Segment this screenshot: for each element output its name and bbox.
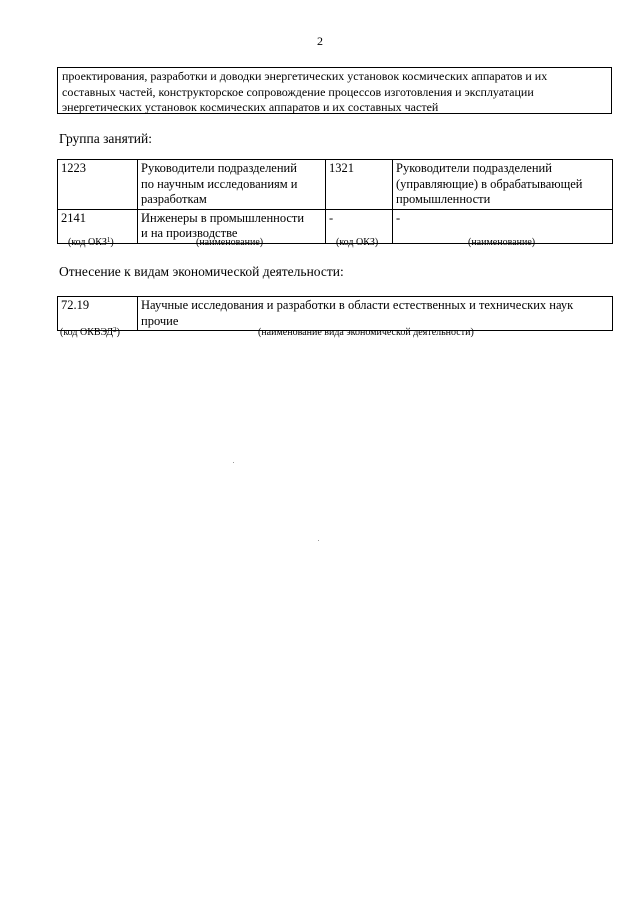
page-number: 2 — [317, 34, 323, 48]
scan-speck — [318, 540, 319, 541]
purpose-text-box — [57, 67, 612, 114]
name-line: прочие — [141, 313, 179, 328]
okved-code-cell: 72.19 — [58, 297, 138, 331]
okz-code-cell: 1223 — [58, 160, 138, 210]
name-caption: (наименование) — [196, 237, 264, 248]
name-line: разработкам — [141, 192, 207, 206]
economic-activities-heading: Отнесение к видам экономической деятельности: — [59, 264, 344, 279]
okved-code-caption — [60, 327, 120, 338]
name-line: Инженеры в промышленности — [141, 210, 305, 225]
okz-name-cell — [138, 160, 326, 210]
name-line: (управляющие) в обрабатывающей — [396, 176, 583, 191]
name-line: Научные исследования и разработки в области естественных и технических наук — [141, 298, 574, 312]
name-line: Руководители подразделений — [141, 161, 297, 175]
caption-text: ) — [110, 237, 114, 248]
purpose-line: проектирования, разработки и доводки энергетических установок космических аппаратов и их — [62, 69, 548, 83]
okz-code-cell: - — [326, 209, 393, 243]
name-line: Руководители подразделений — [396, 161, 552, 175]
economic-activities-table — [57, 296, 613, 331]
okz-code-cell: 1321 — [326, 160, 393, 210]
okz-code-cell: 2141 — [58, 209, 138, 243]
scan-speck — [233, 462, 234, 463]
table-row — [58, 297, 613, 331]
purpose-line: составных частей, конструкторское сопровождение процессов изготовления и эксплуатации — [62, 84, 534, 99]
okved-name-cell — [138, 297, 613, 331]
caption-text: ) — [116, 327, 120, 338]
name-line: промышленности — [396, 192, 491, 206]
footnote-mark: 2 — [113, 326, 117, 334]
caption-text: (код ОКВЭД — [60, 327, 114, 338]
footnote-mark: 1 — [106, 236, 111, 244]
name-line: и на производстве — [141, 226, 238, 240]
name-line: - — [396, 210, 401, 225]
table-row — [58, 160, 613, 210]
name-line: по научным исследованиям и — [141, 176, 298, 191]
occupation-groups-heading: Группа занятий: — [59, 131, 152, 146]
okz-code-caption-2: (код ОКЗ) — [336, 237, 379, 248]
activity-name-caption: (наименование вида экономической деятельности) — [258, 327, 474, 338]
occupation-groups-table — [57, 159, 613, 244]
okz-code-caption — [68, 237, 114, 248]
purpose-line: энергетических установок космических аппаратов и их составных частей — [62, 100, 439, 114]
caption-text: (код ОКЗ — [68, 237, 107, 248]
okz-name-cell — [393, 160, 613, 210]
name-caption-2: (наименование) — [468, 237, 536, 248]
